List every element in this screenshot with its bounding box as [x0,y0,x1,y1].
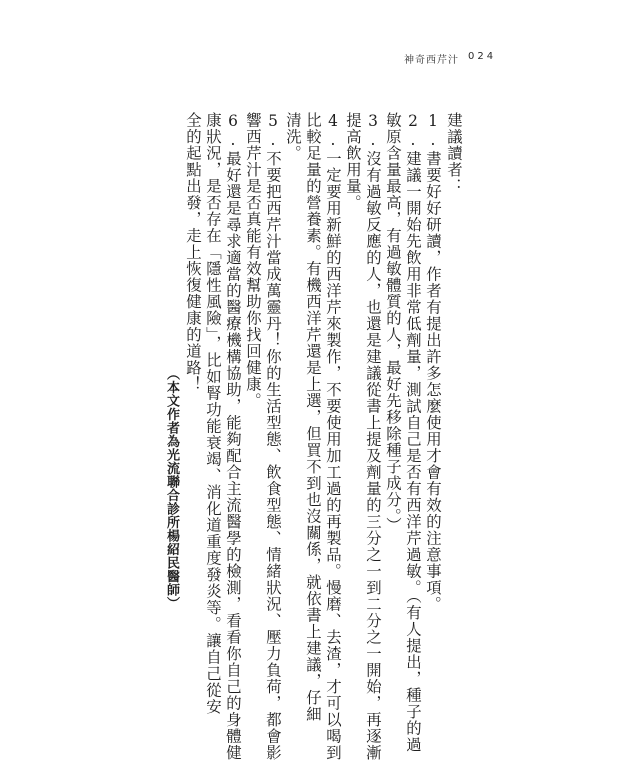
advice-line: 1.書要好好研讀，作者有提出許多怎麼使用才會有效的注意事項。 [424,112,442,613]
advice-line: 康狀況，是否存在「隱性風險」，比如腎功能衰竭、消化道重度發炎等。讓自己從安 [204,112,222,715]
advice-line: 敏原含量最高，有過敏體質的人，最好先移除種子成分。） [384,112,402,534]
advice-line: 2.建議一開始先飲用非常低劑量，測試自己是否有西洋芹過敏。（有人提出，種子的過 [404,112,422,753]
advice-line: 響西芹汁是否真能有效幫助你找回健康。 [244,112,262,409]
readers-heading: 建議讀者： [445,112,463,195]
book-title: 神奇西芹汁 [404,55,459,66]
advice-line: 3.沒有過敏反應的人，也還是建議從書上提及劑量的三分之一到二分之一開始，再逐漸 [364,112,382,761]
advice-line: 提高飲用量。 [344,112,362,211]
advice-line: 4.一定要用新鮮的西洋芹來製作，不要使用加工過的再製品。慢磨、去渣，才可以喝到 [324,112,342,761]
author-attribution: （本文作者為光流聯合診所楊紹民醫師） [164,367,179,610]
advice-line: 全的起點出發，走上恢復健康的道路！ [184,112,202,393]
running-header [404,51,534,67]
advice-line: 5.不要把西芹汁當成萬靈丹！你的生活型態、飲食型態、情緒狀況、壓力負荷，都會影 [264,112,282,761]
advice-line: 清洗。 [284,112,302,162]
page-number: 024 [468,51,497,62]
advice-line: 比較足量的營養素。有機西洋芹還是上選，但買不到也沒關係，就依書上建議，仔細 [304,112,322,723]
advice-line: 6.最好還是尋求適當的醫療機構協助，能夠配合主流醫學的檢測，看看你自己的身體健 [224,112,242,761]
